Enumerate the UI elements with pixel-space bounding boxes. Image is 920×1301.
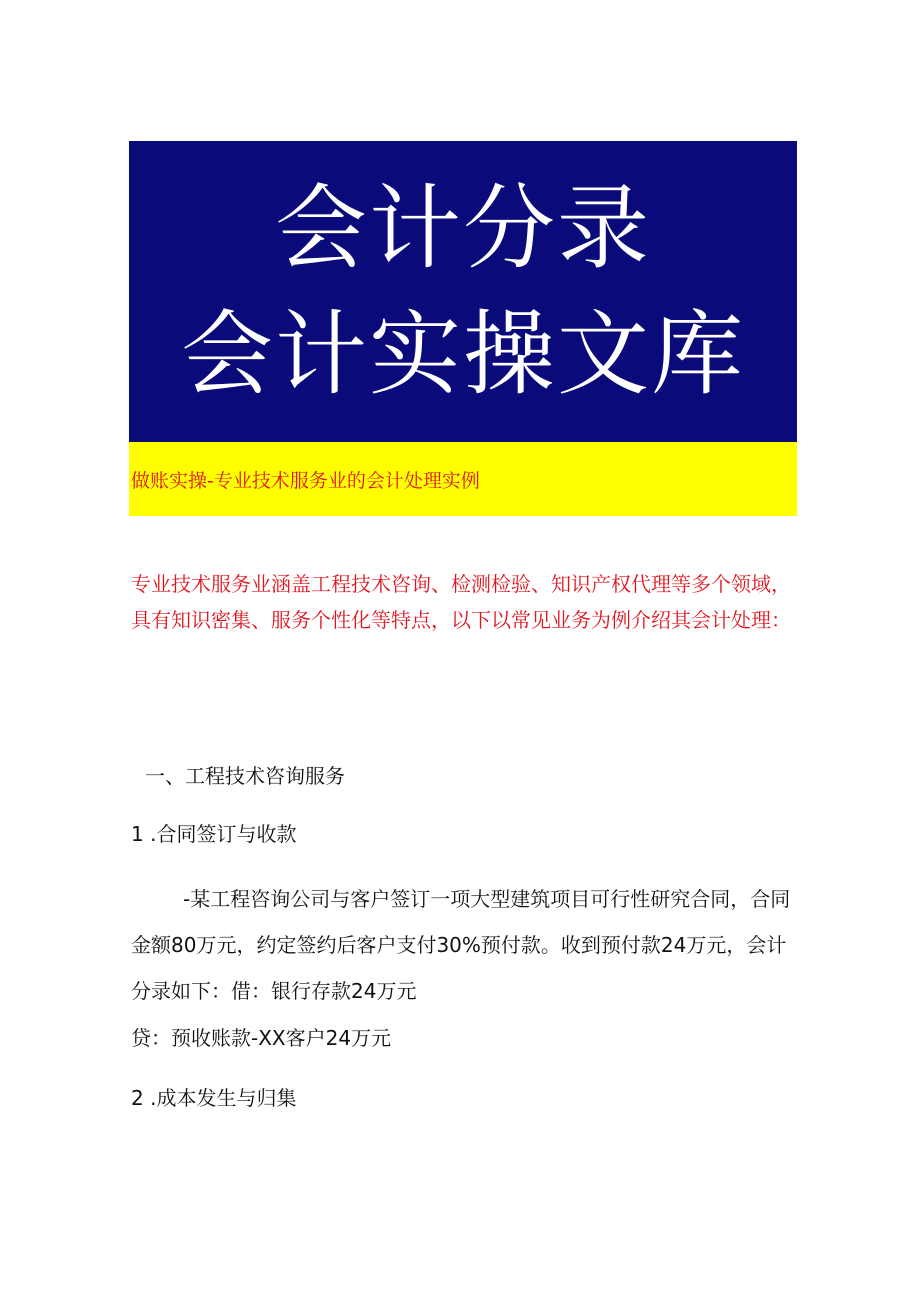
subsection-heading-1: 1 .合同签订与收款	[131, 822, 297, 846]
document-body	[131, 756, 801, 1140]
section-heading: 一、工程技术咨询服务	[145, 764, 345, 788]
subtitle-bar	[129, 442, 797, 516]
contract-paragraph: -某工程咨询公司与客户签订一项大型建筑项目可行性研究合同，合同金额80万元，约定签约后客户支付30%预付款。收到预付款24万元，会计分录如下：借：银行存款24万元	[131, 887, 791, 1003]
banner-title-line-1: 会计分录	[274, 174, 651, 282]
subsection-heading-2: 2 .成本发生与归集	[131, 1086, 297, 1110]
title-banner	[129, 141, 797, 442]
subtitle-text: 做账实操-专业技术服务业的会计处理实例	[131, 469, 480, 492]
intro-paragraph: 专业技术服务业涵盖工程技术咨询、检测检验、知识产权代理等多个领域，具有知识密集、服务个性化等特点，以下以常见业务为例介绍其会计处理：	[131, 572, 791, 632]
banner-title-line-2: 会计实操文库	[180, 300, 745, 408]
credit-entry-line: 贷：预收账款-XX客户24万元	[131, 1026, 392, 1050]
